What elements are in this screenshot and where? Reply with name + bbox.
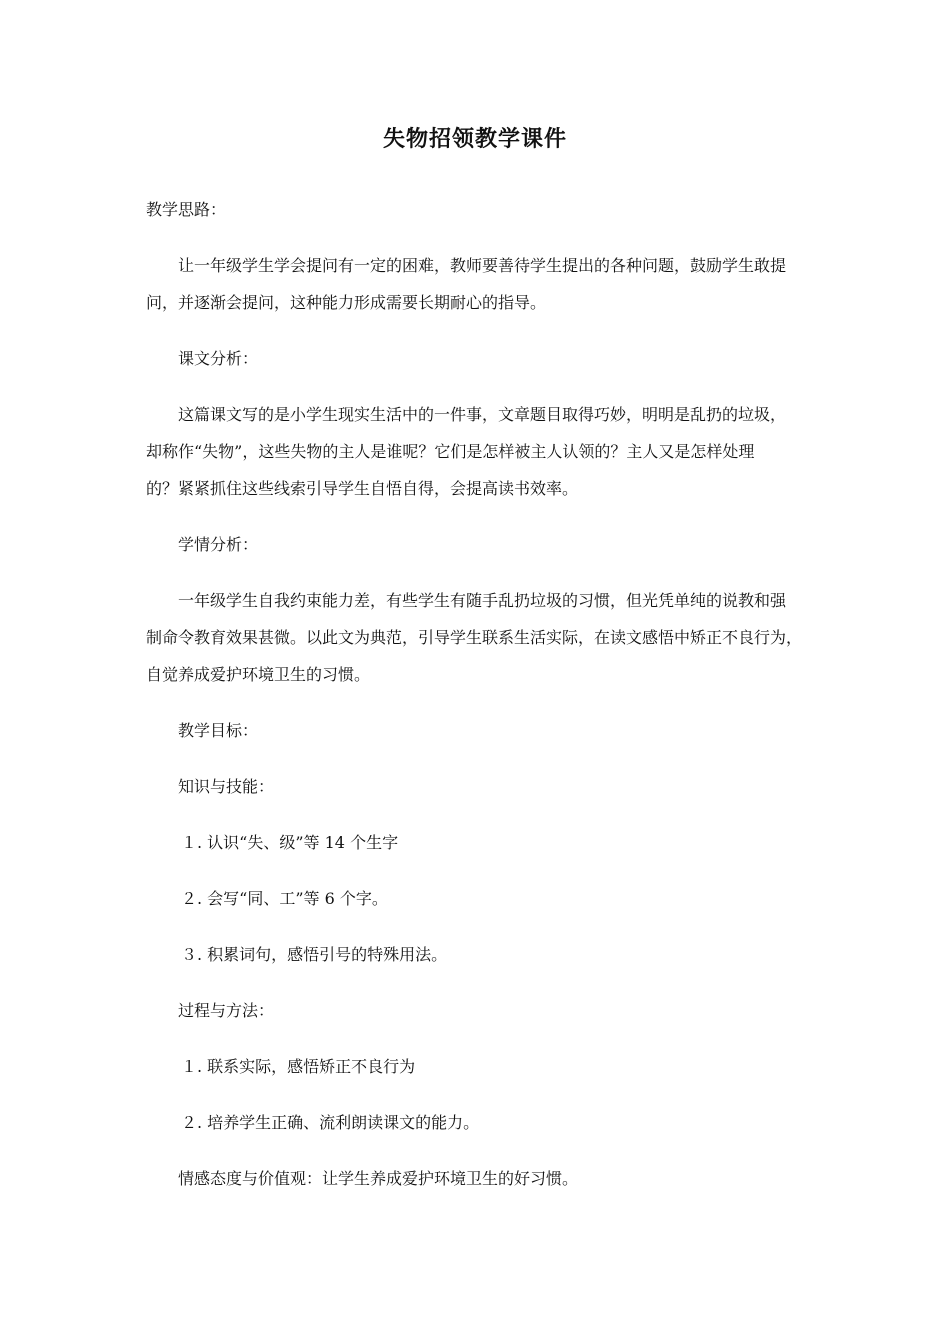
knowledge-item-1: １. 认识“失、级”等 14 个生字 <box>181 833 399 852</box>
goals-heading: 教学目标： <box>178 721 259 740</box>
text-analysis-heading: 课文分析： <box>178 349 259 368</box>
thinking-paragraph-line-1: 让一年级学生学会提问有一定的困难，教师要善待学生提出的各种问题，鼓励学生敢提 <box>178 256 787 275</box>
knowledge-item-3: ３. 积累词句，感悟引号的特殊用法。 <box>181 945 448 964</box>
thinking-heading: 教学思路： <box>146 200 227 219</box>
student-analysis-line-2: 制命令教育效果甚微。以此文为典范，引导学生联系生活实际，在读文感悟中矫正不良行为， <box>146 628 803 647</box>
knowledge-heading: 知识与技能： <box>178 777 275 796</box>
emotion-goal: 情感态度与价值观：让学生养成爱护环境卫生的好习惯。 <box>178 1169 579 1188</box>
student-analysis-heading: 学情分析： <box>178 535 259 554</box>
text-analysis-line-2: 却称作“失物”，这些失物的主人是谁呢？它们是怎样被主人认领的？主人又是怎样处理 <box>146 442 755 461</box>
text-analysis-line-3: 的？紧紧抓住这些线索引导学生自悟自得，会提高读书效率。 <box>146 479 579 498</box>
process-heading: 过程与方法： <box>178 1001 275 1020</box>
knowledge-item-2: ２. 会写“同、工”等 6 个字。 <box>181 889 388 908</box>
thinking-paragraph-line-2: 问，并逐渐会提问，这种能力形成需要长期耐心的指导。 <box>146 293 547 312</box>
document-title: 失物招领教学课件 <box>382 127 567 152</box>
text-analysis-line-1: 这篇课文写的是小学生现实生活中的一件事，文章题目取得巧妙，明明是乱扔的垃圾， <box>178 405 787 424</box>
process-item-1: １. 联系实际，感悟矫正不良行为 <box>181 1057 416 1076</box>
student-analysis-line-1: 一年级学生自我约束能力差，有些学生有随手乱扔垃圾的习惯，但光凭单纯的说教和强 <box>178 591 787 610</box>
student-analysis-line-3: 自觉养成爱护环境卫生的习惯。 <box>146 665 371 684</box>
process-item-2: ２. 培养学生正确、流利朗读课文的能力。 <box>181 1113 480 1132</box>
